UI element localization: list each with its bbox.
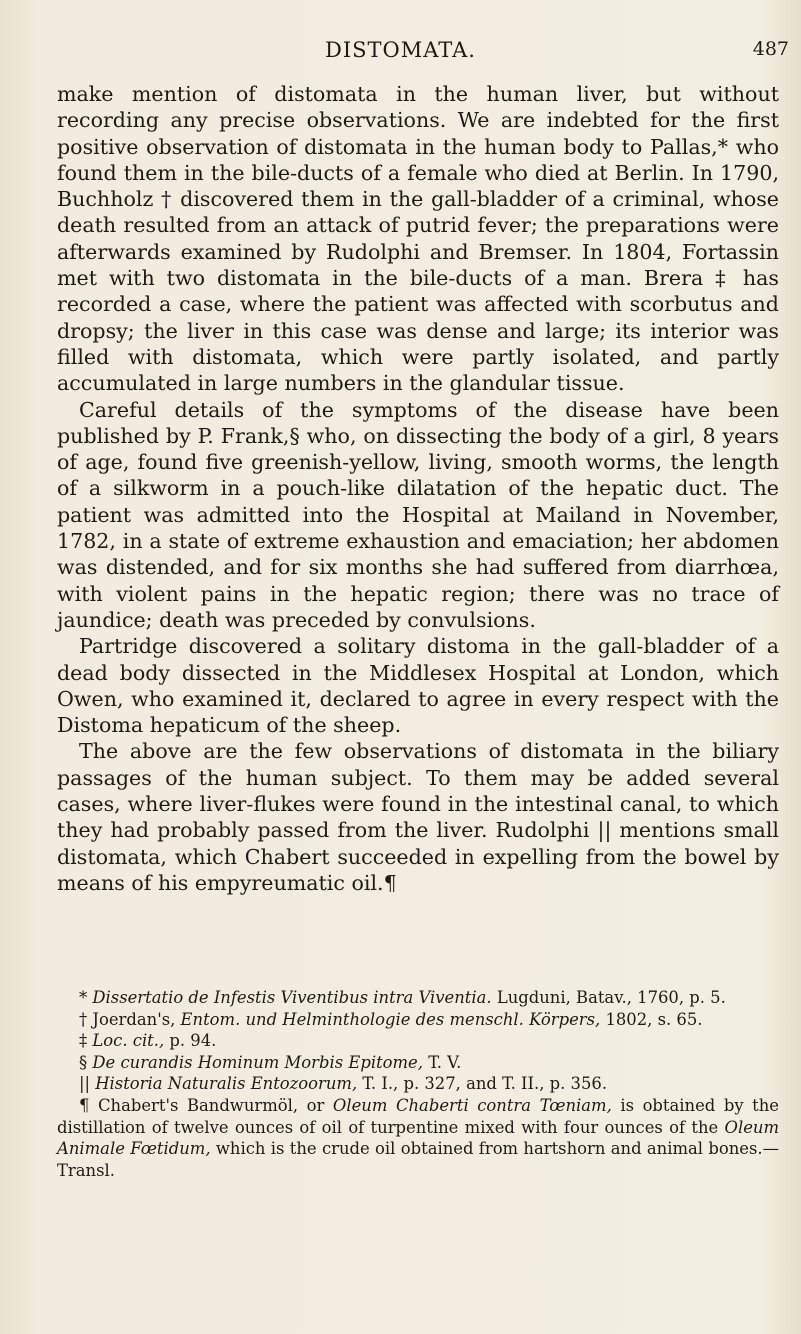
footnote-marker: * xyxy=(79,988,93,1007)
footnote-text: T. V. xyxy=(422,1052,462,1072)
paragraph-2: Careful details of the symptoms of the disease have been published by P. Frank,§ who, on dissecting the body of a girl, 8 years of age, found five greenish-yellow, living, smooth worms, the length of a silkworm in a pouch-like dilatation of the hepatic duct. The patient was admitted into the Hospital at Mailand in November, 1782, in a state of extreme exhaustion and emaciation; her abdomen was distended, and for six months she had suffered from diarrhœa, with violent pains in the hepatic region; there was no trace of jaundice; death was preceded by convulsions. xyxy=(57,397,779,632)
footnote-title: De curandis Hominum Morbis Epitome, xyxy=(92,1052,423,1072)
main-text xyxy=(57,81,779,896)
footnote-text: Lugduni, Batav., 1760, p. 5. xyxy=(491,988,726,1007)
footnote-text: 1802, s. 65. xyxy=(600,1009,703,1029)
footnote-1 xyxy=(57,987,779,1009)
footnote-3 xyxy=(57,1030,779,1052)
footnote-marker: ¶ Chabert's Bandwurmöl, or xyxy=(79,1095,333,1115)
footnote-marker: ‡ xyxy=(79,1031,93,1051)
running-title: DISTOMATA. xyxy=(325,38,476,62)
footnote-6 xyxy=(57,1095,779,1181)
footnote-title: Loc. cit., xyxy=(92,1031,165,1051)
footnote-title: Entom. und Helminthologie des menschl. Körpers, xyxy=(180,1009,601,1029)
footnote-marker: § xyxy=(79,1052,93,1072)
footnote-title: Oleum Animale Fœtidum, xyxy=(57,1117,779,1159)
paragraph-3: Partridge discovered a solitary distoma in the gall-bladder of a dead body dissected in the Middlesex Hospital at London, which Owen, who examined it, declared to agree in every respect with the Distoma hepaticum of the sheep. xyxy=(57,634,779,738)
footnote-text: is obtained by the distillation of twelve ounces of oil of turpentine mixed with four ounces of the xyxy=(57,1095,779,1137)
footnote-title: Historia Naturalis Entozoorum, xyxy=(95,1074,358,1094)
footnote-marker: || xyxy=(79,1074,96,1094)
footnote-2 xyxy=(57,1009,779,1031)
footnote-text: p. 94. xyxy=(164,1031,217,1051)
footnote-text: T. I., p. 327, and T. II., p. 356. xyxy=(357,1074,608,1094)
page-header xyxy=(0,38,801,68)
footnote-text: which is the crude oil obtained from hartshorn and animal bones.—Transl. xyxy=(57,1139,779,1180)
footnote-4 xyxy=(57,1052,779,1074)
footnotes xyxy=(57,987,779,1181)
paragraph-1: make mention of distomata in the human liver, but without recording any precise observations. We are indebted for the first positive observation of distomata in the human body to Pallas,* who found them in the bile-ducts of a female who died at Berlin. In 1790, Buchholz † discovered them in the gall-bladder of a criminal, whose death resulted from an attack of putrid fever; the preparations were afterwards examined by Rudolphi and Bremser. In 1804, Fortassin met with two distomata in the bile-ducts of a man. Brera ‡ has recorded a case, where the patient was affected with scorbutus and dropsy; the liver in this case was dense and large; its interior was filled with distomata, which were partly isolated, and partly accumulated in large numbers in the glandular tissue. xyxy=(57,82,779,396)
paragraph-4: The above are the few observations of distomata in the biliary passages of the human subject. To them may be added several cases, where liver-flukes were found in the intestinal canal, to which they had probably passed from the liver. Rudolphi || mentions small distomata, which Chabert succeeded in expelling from the bowel by means of his empyreumatic oil.¶ xyxy=(57,739,779,895)
footnote-5 xyxy=(57,1073,779,1095)
footnote-title: Dissertatio de Infestis Viventibus intra Viventia. xyxy=(92,988,492,1007)
footnote-title: Oleum Chaberti contra Tœniam, xyxy=(332,1095,612,1115)
page-number: 487 xyxy=(752,38,789,60)
footnote-marker: † Joerdan's, xyxy=(79,1009,181,1029)
